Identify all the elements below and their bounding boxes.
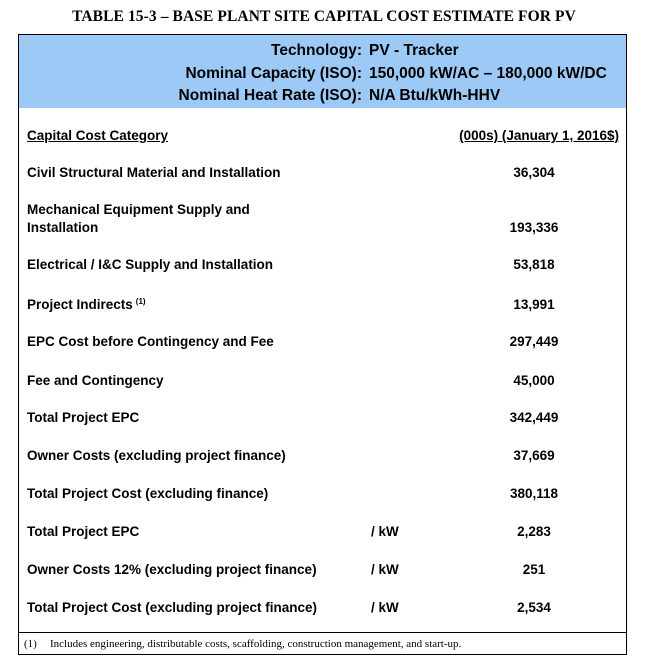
row-unit-owner-costs-per-kw: / kW <box>371 562 399 577</box>
technology-value: PV - Tracker <box>369 42 459 59</box>
row-value-total-project-cost-per-kw: 2,534 <box>517 600 551 615</box>
table-header-band <box>19 35 626 108</box>
row-value-project-indirects: 13,991 <box>513 297 555 312</box>
row-value-fee-contingency: 45,000 <box>513 373 555 388</box>
footnote-text: Includes engineering, distributable costs, scaffolding, construction management, and start-up. <box>50 638 462 650</box>
capacity-label: Nominal Capacity (ISO): <box>185 65 362 82</box>
project-indirects-text: Project Indirects <box>27 297 133 312</box>
row-label-owner-costs: Owner Costs (excluding project finance) <box>27 448 286 463</box>
row-value-total-epc-per-kw: 2,283 <box>517 524 551 539</box>
row-value-electrical: 53,818 <box>513 257 555 272</box>
heat-rate-row <box>19 87 626 107</box>
row-value-civil: 36,304 <box>513 165 555 180</box>
row-unit-total-project-cost-per-kw: / kW <box>371 600 399 615</box>
row-label-fee-contingency: Fee and Contingency <box>27 373 164 388</box>
row-value-owner-costs-per-kw: 251 <box>522 562 546 577</box>
row-label-owner-costs-per-kw: Owner Costs 12% (excluding project finance) <box>27 562 317 577</box>
row-label-project-indirects <box>27 296 146 314</box>
row-value-owner-costs: 37,669 <box>513 448 555 463</box>
row-value-total-project-cost: 380,118 <box>509 486 559 501</box>
heat-rate-label: Nominal Heat Rate (ISO): <box>178 87 362 104</box>
heat-rate-value: N/A Btu/kWh-HHV <box>369 87 501 104</box>
row-label-mechanical-line2: Installation <box>27 220 99 235</box>
row-label-total-epc-per-kw: Total Project EPC <box>27 524 140 539</box>
footnote-mark: (1) <box>24 638 37 650</box>
row-unit-total-epc-per-kw: / kW <box>371 524 399 539</box>
column-header-value: (000s) (January 1, 2016$) <box>459 128 619 143</box>
row-value-mechanical: 193,336 <box>509 220 559 235</box>
row-label-total-epc: Total Project EPC <box>27 410 140 425</box>
footnote <box>24 638 461 650</box>
column-header-category: Capital Cost Category <box>27 128 169 143</box>
technology-label: Technology: <box>271 42 362 59</box>
row-label-total-project-cost: Total Project Cost (excluding finance) <box>27 486 269 501</box>
capacity-value: 150,000 kW/AC – 180,000 kW/DC <box>369 65 607 82</box>
row-label-total-project-cost-per-kw: Total Project Cost (excluding project finance) <box>27 600 318 615</box>
capacity-row <box>19 65 626 85</box>
row-label-mechanical-line1: Mechanical Equipment Supply and <box>27 202 250 217</box>
technology-row <box>19 42 626 62</box>
row-label-civil: Civil Structural Material and Installation <box>27 165 281 180</box>
row-label-electrical: Electrical / I&C Supply and Installation <box>27 257 274 272</box>
footnote-divider <box>19 632 626 633</box>
row-value-epc-before-contingency: 297,449 <box>509 334 559 349</box>
table-title: TABLE 15-3 – BASE PLANT SITE CAPITAL COST ESTIMATE FOR PV <box>72 8 576 25</box>
row-value-total-epc: 342,449 <box>509 410 559 425</box>
footnote-reference: (1) <box>135 296 146 306</box>
cost-estimate-table <box>18 34 627 655</box>
row-label-epc-before-contingency: EPC Cost before Contingency and Fee <box>27 334 274 349</box>
